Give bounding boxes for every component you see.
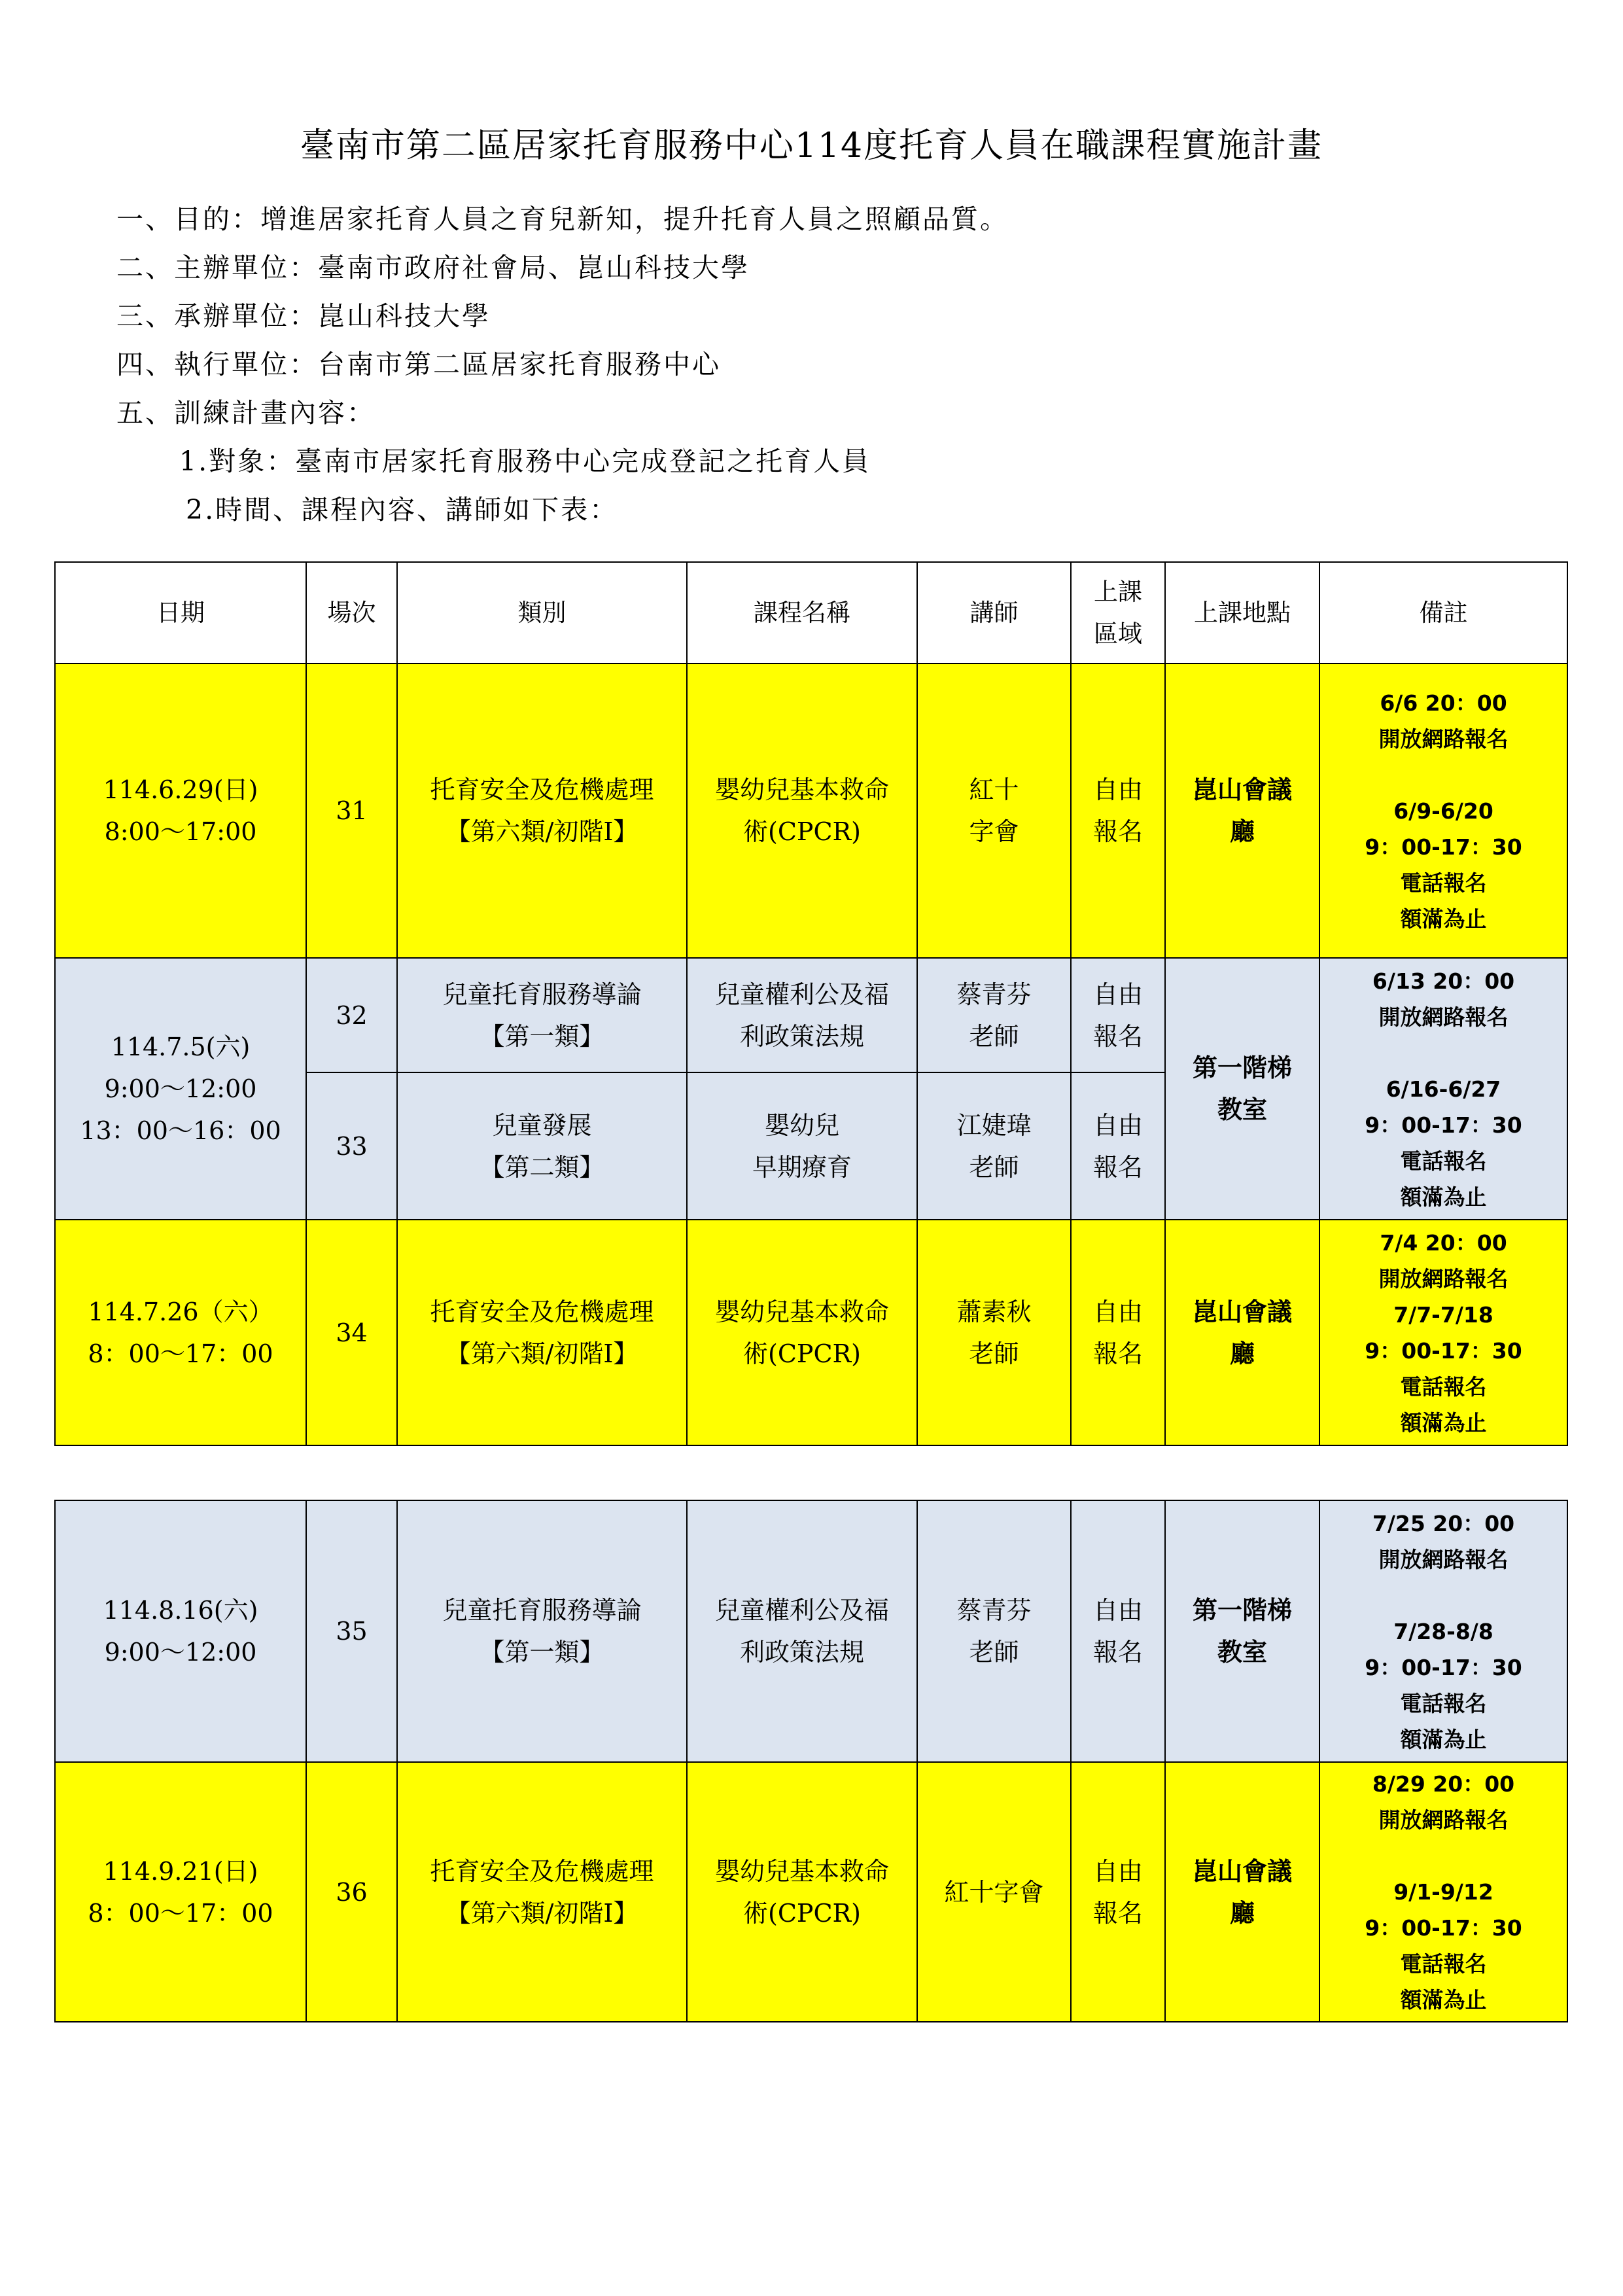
note-cell: 7/25 20：00 開放網路報名 7/28-8/8 9：00-17：30 電話報名 額滿為止: [1319, 1500, 1567, 1762]
location-cell: 崑山會議 廳: [1165, 1762, 1319, 2022]
course-cell: 嬰幼兒基本救命 術(CPCR): [687, 1220, 917, 1445]
lecturer-cell: 江婕瑋 老師: [917, 1072, 1071, 1220]
course-cell: 兒童權利公及福 利政策法規: [687, 1500, 917, 1762]
header-category: 類別: [397, 562, 687, 663]
header-session: 場次: [306, 562, 397, 663]
region-cell: 自由 報名: [1071, 1500, 1165, 1762]
course-table-1: [54, 561, 1568, 1446]
category-cell: 兒童托育服務導論 【第一類】: [397, 958, 687, 1072]
date-cell: 114.9.21(日) 8：00～17：00: [55, 1762, 306, 2022]
course-cell: 嬰幼兒 早期療育: [687, 1072, 917, 1220]
header-date: 日期: [55, 562, 306, 663]
lecturer-cell: 紅十字會: [917, 1762, 1071, 2022]
region-cell: 自由 報名: [1071, 1220, 1165, 1445]
note-cell: 6/6 20：00 開放網路報名 6/9-6/20 9：00-17：30 電話報名 額滿為止: [1319, 663, 1567, 958]
region-cell: 自由 報名: [1071, 1762, 1165, 2022]
session-cell: 35: [306, 1500, 397, 1762]
lecturer-cell: 蔡青芬 老師: [917, 958, 1071, 1072]
intro-section: [116, 195, 1009, 534]
course-cell: 兒童權利公及福 利政策法規: [687, 958, 917, 1072]
date-cell: 114.7.26（六） 8：00～17：00: [55, 1220, 306, 1445]
table-row: [55, 1762, 1567, 2022]
table-row: [55, 958, 1567, 1072]
location-cell: 崑山會議 廳: [1165, 1220, 1319, 1445]
intro-organizer: 二、主辦單位：臺南市政府社會局、崑山科技大學: [116, 252, 750, 283]
course-table-2: [54, 1500, 1568, 2022]
session-cell: 34: [306, 1220, 397, 1445]
header-course: 課程名稱: [687, 562, 917, 663]
lecturer-cell: 蕭素秋 老師: [917, 1220, 1071, 1445]
header-note: 備註: [1319, 562, 1567, 663]
intro-executor: 四、執行單位：台南市第二區居家托育服務中心: [116, 349, 721, 380]
lecturer-cell: 紅十 字會: [917, 663, 1071, 958]
intro-purpose: 一、目的：增進居家托育人員之育兒新知，提升托育人員之照顧品質。: [116, 203, 1009, 235]
date-cell: 114.6.29(日) 8:00～17:00: [55, 663, 306, 958]
course-cell: 嬰幼兒基本救命 術(CPCR): [687, 663, 917, 958]
note-cell: 7/4 20：00 開放網路報名 7/7-7/18 9：00-17：30 電話報名 額滿為止: [1319, 1220, 1567, 1445]
region-cell: 自由 報名: [1071, 1072, 1165, 1220]
lecturer-cell: 蔡青芬 老師: [917, 1500, 1071, 1762]
note-cell: 6/13 20：00 開放網路報名 6/16-6/27 9：00-17：30 電話報名 額滿為止: [1319, 958, 1567, 1220]
table-row: [55, 1220, 1567, 1445]
header-region: 上課 區域: [1071, 562, 1165, 663]
category-cell: 托育安全及危機處理 【第六類/初階Ⅰ】: [397, 1762, 687, 2022]
date-cell: 114.8.16(六) 9:00～12:00: [55, 1500, 306, 1762]
session-cell: 33: [306, 1072, 397, 1220]
intro-plan: 五、訓練計畫內容：: [116, 397, 375, 429]
table-header-row: [55, 562, 1567, 663]
table-row: [55, 663, 1567, 958]
category-cell: 托育安全及危機處理 【第六類/初階Ⅰ】: [397, 663, 687, 958]
intro-schedule: 2.時間、課程內容、講師如下表：: [186, 494, 619, 525]
course-cell: 嬰幼兒基本救命 術(CPCR): [687, 1762, 917, 2022]
category-cell: 兒童發展 【第二類】: [397, 1072, 687, 1220]
location-cell: 第一階梯 教室: [1165, 1500, 1319, 1762]
location-cell: 崑山會議 廳: [1165, 663, 1319, 958]
intro-target: 1.對象：臺南市居家托育服務中心完成登記之托育人員: [179, 446, 871, 477]
session-cell: 31: [306, 663, 397, 958]
session-cell: 32: [306, 958, 397, 1072]
intro-contractor: 三、承辦單位：崑山科技大學: [116, 300, 491, 332]
date-cell: 114.7.5(六) 9:00～12:00 13：00～16：00: [55, 958, 306, 1220]
region-cell: 自由 報名: [1071, 663, 1165, 958]
table-row: [55, 1500, 1567, 1762]
header-location: 上課地點: [1165, 562, 1319, 663]
location-cell: 第一階梯 教室: [1165, 958, 1319, 1220]
region-cell: 自由 報名: [1071, 958, 1165, 1072]
category-cell: 兒童托育服務導論 【第一類】: [397, 1500, 687, 1762]
page-title: 臺南市第二區居家托育服務中心114度托育人員在職課程實施計畫: [300, 126, 1323, 166]
header-lecturer: 講師: [917, 562, 1071, 663]
session-cell: 36: [306, 1762, 397, 2022]
category-cell: 托育安全及危機處理 【第六類/初階Ⅰ】: [397, 1220, 687, 1445]
note-cell: 8/29 20：00 開放網路報名 9/1-9/12 9：00-17：30 電話報名 額滿為止: [1319, 1762, 1567, 2022]
